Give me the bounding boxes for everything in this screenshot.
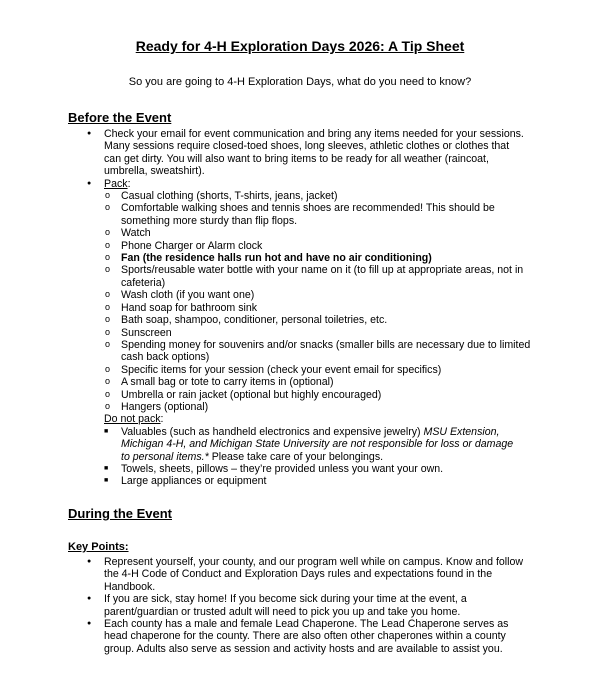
do-not-pack-item <box>104 475 514 487</box>
key-point-text: Represent yourself, your county, and our program well while on campus. Know and follow the 4-H Code of Conduct and Exploration Days rules and expectations found in the Handbook. <box>104 556 524 593</box>
pack-item-text: Bath soap, shampoo, conditioner, personal toiletries, etc. <box>121 314 388 327</box>
list-item <box>87 556 527 593</box>
during-event-heading: During the Event <box>68 506 173 521</box>
pack-item-text: Casual clothing (shorts, T-shirts, jeans, jacket) <box>121 190 338 203</box>
before-event-heading: Before the Event <box>68 110 172 125</box>
pack-item <box>104 264 536 289</box>
pack-colon: : <box>127 177 131 190</box>
pack-item <box>104 289 536 301</box>
list-item <box>87 128 527 178</box>
key-point-text: Each county has a male and female Lead Chaperone. The Lead Chaperone serves as head chaperone for the county. There are also often other chaperones within a county group. Adults also serve as session and activity hosts and are available to assist you. <box>104 618 509 655</box>
appliances-text: Large appliances or equipment <box>121 475 267 488</box>
pack-item <box>104 327 536 339</box>
pack-item <box>104 376 536 388</box>
before-event-list <box>87 128 531 488</box>
key-points-label: Key Points: <box>68 541 129 553</box>
pack-item <box>104 339 536 364</box>
pack-item <box>104 389 536 401</box>
pack-item <box>104 401 536 413</box>
list-item <box>87 177 531 488</box>
valuables-disclaimer: MSU Extension, Michigan 4-H, and Michigan State University are not responsible for loss or damage to personal items.* <box>121 425 514 463</box>
valuables-text: Valuables (such as handheld electronics and expensive jewelry) <box>121 425 424 438</box>
do-not-pack-item <box>104 426 514 463</box>
pack-item <box>104 240 536 252</box>
intro-text: So you are going to 4-H Exploration Days, what do you need to know? <box>128 76 472 88</box>
pack-item <box>104 314 536 326</box>
pack-item-text: Phone Charger or Alarm clock <box>121 239 263 252</box>
key-point-text: If you are sick, stay home! If you become sick during your time at the event, a parent/guardian or trusted adult will need to pick you up and take you home. <box>104 593 467 618</box>
pack-item <box>104 227 536 239</box>
list-item <box>87 593 527 618</box>
pack-item-text: Sports/reusable water bottle with your name on it (to fill up at appropriate areas, not in cafeteria) <box>121 264 524 289</box>
pack-item <box>104 252 536 264</box>
pack-label: Pack <box>104 177 128 190</box>
pack-item-text: Umbrella or rain jacket (optional but highly encouraged) <box>121 388 382 401</box>
pack-item <box>104 190 536 202</box>
pack-item-text: Specific items for your session (check your event email for specifics) <box>121 363 442 376</box>
do-not-pack-item <box>104 463 514 475</box>
pack-item-text: A small bag or tote to carry items in (optional) <box>121 376 334 389</box>
pack-item <box>104 202 536 227</box>
pack-item <box>104 302 536 314</box>
pack-item-text: Fan (the residence halls run hot and have no air conditioning) <box>121 252 432 265</box>
do-not-pack-colon: : <box>160 413 164 426</box>
check-email-text: Check your email for event communication and bring any items needed for your sessions. Many sessions require closed-toed shoes, long sleeves, athletic clothes or clothes that can get dirty. You will also want to bring items to be ready for all weather (raincoat, umbrella, sweatshirt). <box>104 128 524 178</box>
towels-text: Towels, sheets, pillows – they’re provided unless you want your own. <box>121 462 444 475</box>
pack-item-text: Wash cloth (if you want one) <box>121 289 255 302</box>
pack-item-text: Hangers (optional) <box>121 400 209 413</box>
pack-item-text: Comfortable walking shoes and tennis shoes are recommended! This should be something more sturdy than flip flops. <box>121 202 495 227</box>
pack-item <box>104 364 536 376</box>
pack-item-text: Watch <box>121 227 151 240</box>
pack-item-text: Spending money for souvenirs and/or snacks (smaller bills are necessary due to limited cash back options) <box>121 338 531 364</box>
pack-list <box>104 190 536 413</box>
key-points-list <box>87 556 527 655</box>
do-not-pack-block <box>104 413 527 487</box>
list-item <box>87 618 527 655</box>
do-not-pack-list <box>104 426 514 488</box>
pack-item-text: Sunscreen <box>121 326 172 339</box>
document-title: Ready for 4-H Exploration Days 2026: A Tip Sheet <box>135 38 465 54</box>
pack-item-text: Hand soap for bathroom sink <box>121 301 258 314</box>
do-not-pack-label: Do not pack <box>104 413 161 426</box>
valuables-tail: Please take care of your belongings. <box>208 450 384 463</box>
